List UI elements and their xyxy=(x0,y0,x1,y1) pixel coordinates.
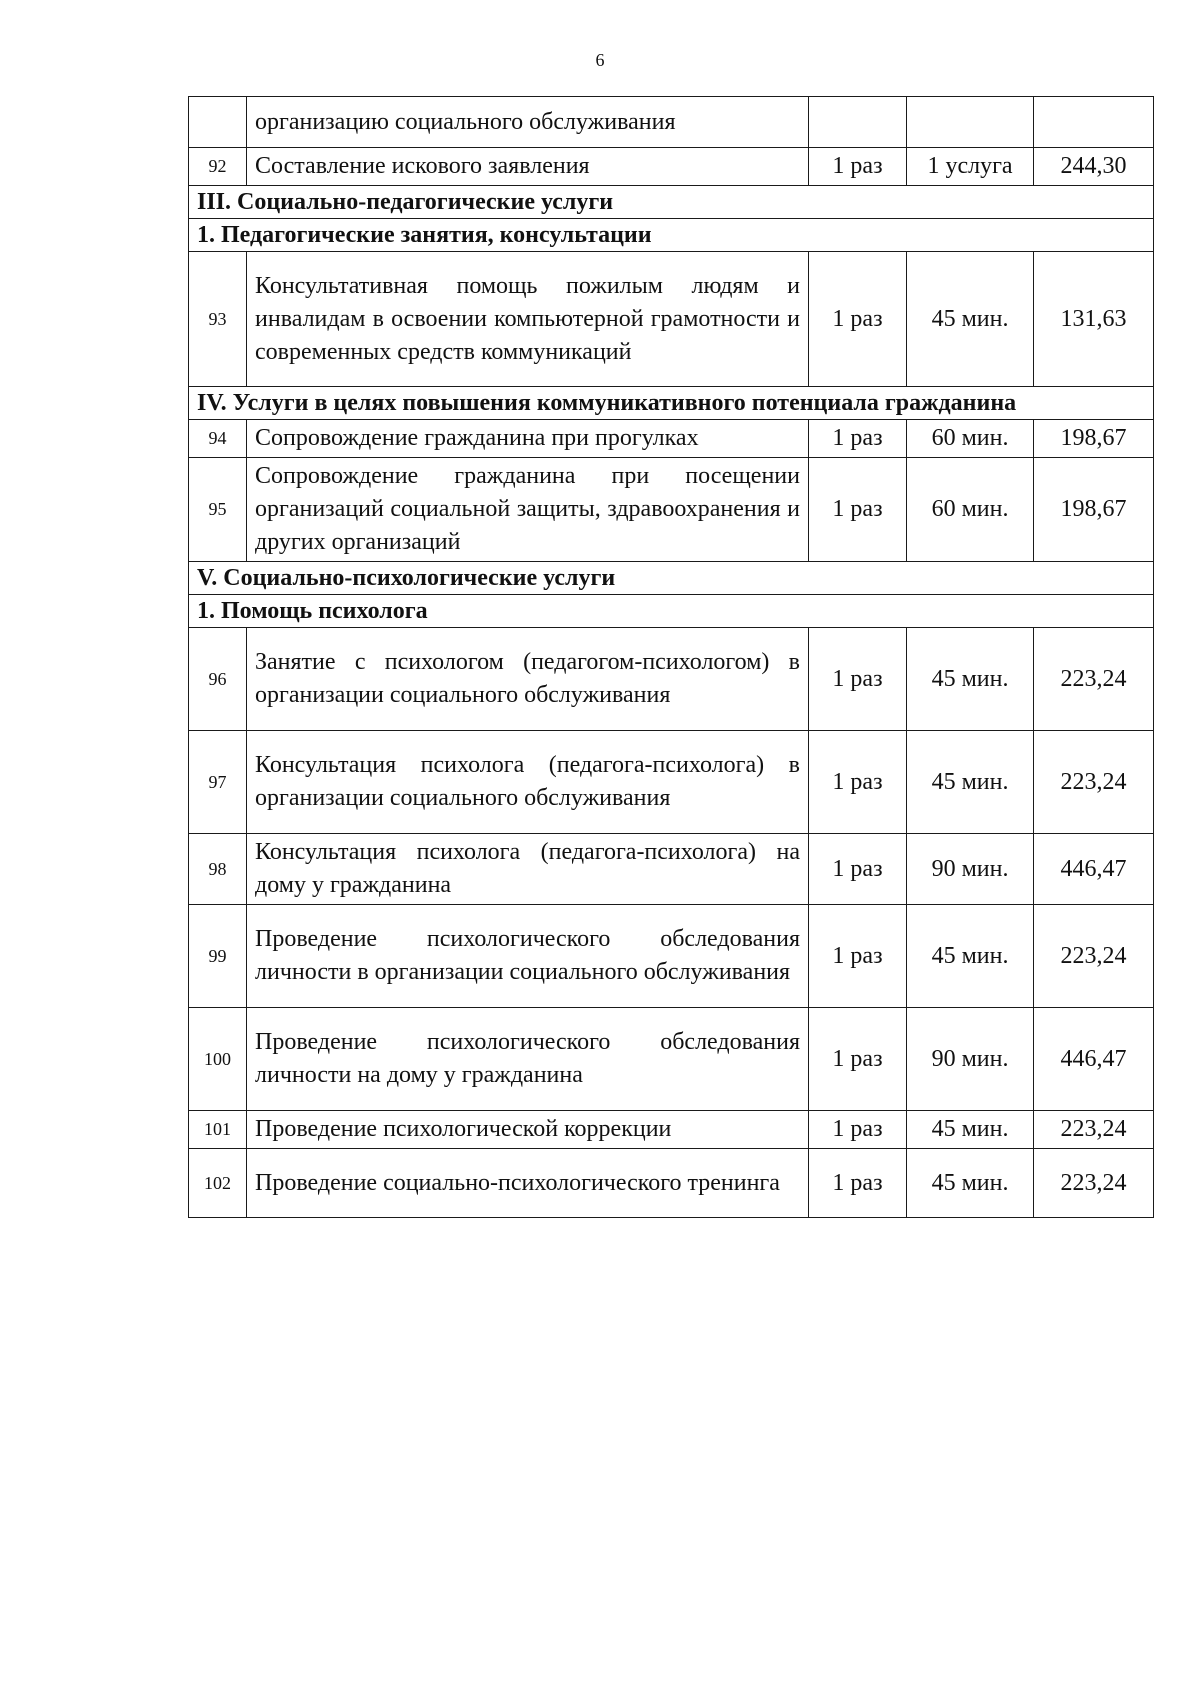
cell-frequency: 1 раз xyxy=(809,420,907,458)
cell-service-name: Проведение психологической коррекции xyxy=(247,1111,809,1149)
section-heading: V. Социально-психологические услуги xyxy=(189,562,1154,595)
cell-unit: 90 мин. xyxy=(907,834,1034,905)
subsection-heading: 1. Помощь психолога xyxy=(189,595,1154,628)
cell-unit: 45 мин. xyxy=(907,905,1034,1008)
section-heading: III. Социально-педагогические услуги xyxy=(189,186,1154,219)
table-row xyxy=(189,1008,1154,1111)
subsection-row xyxy=(189,219,1154,252)
cell-frequency: 1 раз xyxy=(809,148,907,186)
cell-frequency: 1 раз xyxy=(809,731,907,834)
cell-price: 223,24 xyxy=(1034,1149,1154,1218)
cell-num: 98 xyxy=(189,834,247,905)
cell-frequency xyxy=(809,97,907,148)
cell-unit: 45 мин. xyxy=(907,1149,1034,1218)
table-row xyxy=(189,834,1154,905)
cell-service-name: организацию социального обслуживания xyxy=(247,97,809,148)
cell-num: 94 xyxy=(189,420,247,458)
cell-num: 95 xyxy=(189,458,247,562)
cell-price: 223,24 xyxy=(1034,628,1154,731)
cell-price: 223,24 xyxy=(1034,905,1154,1008)
cell-service-name: Составление искового заявления xyxy=(247,148,809,186)
cell-frequency: 1 раз xyxy=(809,1149,907,1218)
table-row xyxy=(189,148,1154,186)
cell-price: 223,24 xyxy=(1034,1111,1154,1149)
subsection-row xyxy=(189,595,1154,628)
cell-unit: 60 мин. xyxy=(907,458,1034,562)
table-row xyxy=(189,905,1154,1008)
cell-price: 446,47 xyxy=(1034,834,1154,905)
cell-frequency: 1 раз xyxy=(809,458,907,562)
cell-num: 97 xyxy=(189,731,247,834)
cell-service-name: Проведение психологического обследования личности на дому у гражданина xyxy=(247,1008,809,1111)
cell-service-name: Консультация психолога (педагога-психолога) в организации социального обслуживания xyxy=(247,731,809,834)
cell-num xyxy=(189,97,247,148)
cell-num: 96 xyxy=(189,628,247,731)
cell-unit: 45 мин. xyxy=(907,252,1034,387)
cell-price: 244,30 xyxy=(1034,148,1154,186)
cell-service-name: Сопровождение гражданина при прогулках xyxy=(247,420,809,458)
cell-unit xyxy=(907,97,1034,148)
cell-unit: 45 мин. xyxy=(907,1111,1034,1149)
cell-num: 92 xyxy=(189,148,247,186)
cell-frequency: 1 раз xyxy=(809,1111,907,1149)
cell-price: 198,67 xyxy=(1034,420,1154,458)
cell-frequency: 1 раз xyxy=(809,252,907,387)
cell-num: 99 xyxy=(189,905,247,1008)
cell-num: 102 xyxy=(189,1149,247,1218)
section-row xyxy=(189,562,1154,595)
cell-service-name: Проведение психологического обследования личности в организации социального обслуживания xyxy=(247,905,809,1008)
table-row xyxy=(189,628,1154,731)
cell-price xyxy=(1034,97,1154,148)
cell-price: 223,24 xyxy=(1034,731,1154,834)
cell-num: 101 xyxy=(189,1111,247,1149)
cell-price: 198,67 xyxy=(1034,458,1154,562)
cell-service-name: Занятие с психологом (педагогом-психологом) в организации социального обслуживания xyxy=(247,628,809,731)
cell-service-name: Проведение социально-психологического тренинга xyxy=(247,1149,809,1218)
cell-unit: 1 услуга xyxy=(907,148,1034,186)
cell-frequency: 1 раз xyxy=(809,905,907,1008)
cell-unit: 60 мин. xyxy=(907,420,1034,458)
cell-num: 100 xyxy=(189,1008,247,1111)
section-row xyxy=(189,186,1154,219)
cell-price: 131,63 xyxy=(1034,252,1154,387)
page-number: 6 xyxy=(595,50,605,70)
cell-unit: 45 мин. xyxy=(907,628,1034,731)
table-row xyxy=(189,1149,1154,1218)
section-heading: IV. Услуги в целях повышения коммуникативного потенциала гражданина xyxy=(189,387,1154,420)
cell-service-name: Консультативная помощь пожилым людям и инвалидам в освоении компьютерной грамотности и современных средств коммуникаций xyxy=(247,252,809,387)
cell-frequency: 1 раз xyxy=(809,628,907,731)
cell-num: 93 xyxy=(189,252,247,387)
table-row xyxy=(189,420,1154,458)
cell-service-name: Консультация психолога (педагога-психолога) на дому у гражданина xyxy=(247,834,809,905)
services-price-table xyxy=(188,96,1154,1218)
table-row xyxy=(189,1111,1154,1149)
cell-unit: 90 мин. xyxy=(907,1008,1034,1111)
cell-service-name: Сопровождение гражданина при посещении организаций социальной защиты, здравоохранения и других организаций xyxy=(247,458,809,562)
cell-frequency: 1 раз xyxy=(809,834,907,905)
table-row-continuation xyxy=(189,97,1154,148)
table-row xyxy=(189,252,1154,387)
cell-price: 446,47 xyxy=(1034,1008,1154,1111)
table-row xyxy=(189,731,1154,834)
cell-unit: 45 мин. xyxy=(907,731,1034,834)
table-row xyxy=(189,458,1154,562)
subsection-heading: 1. Педагогические занятия, консультации xyxy=(189,219,1154,252)
section-row xyxy=(189,387,1154,420)
cell-frequency: 1 раз xyxy=(809,1008,907,1111)
